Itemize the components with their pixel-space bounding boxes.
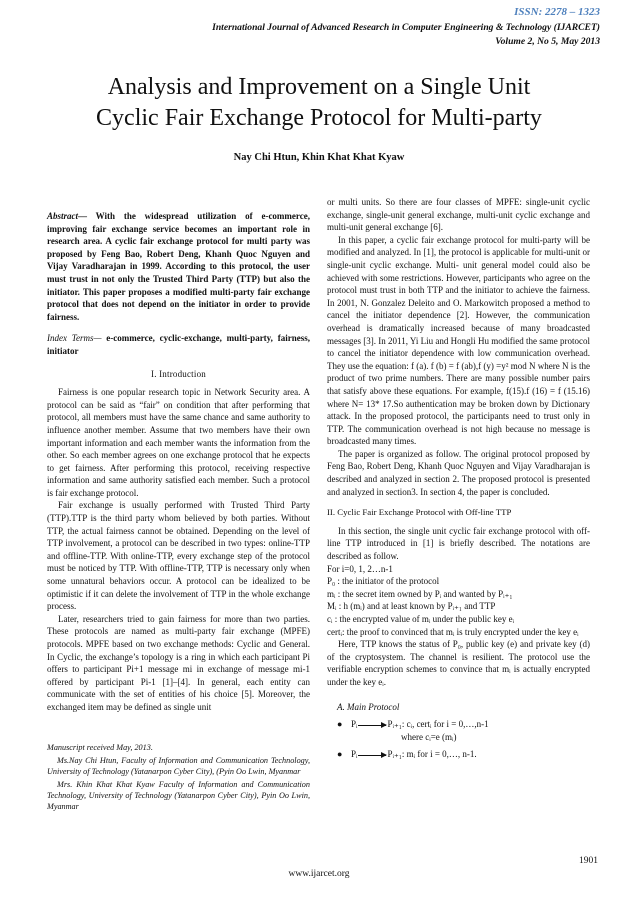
paper-title — [0, 72, 638, 134]
right-paragraph-1: or multi units. So there are four classes of MPFE: single-unit cyclic exchange, single-unit general exchange, multi-unit cyclic exchange and multi-unit general exchange [6]. — [327, 197, 590, 233]
right-paragraph-2: In this paper, a cyclic fair exchange protocol for multi-party will be modified and analyzed. In [1], the protocol is applicable for multi-unit or single-unit cyclic exchange. Multi- unit general model could also be achieved with some restrictions. However, participants who agree on the protocol must trust in both TTP and the initiator to achieve the fairness. In 2001, N. Gonzalez Deleito and O. Markowitch proposed a method to cancel the initiator dependence [2]. However, the communication overhead is dramatically increased because of many broadcasted messages [3]. In 2011, Yi Liu and Hongli Hu modified the same protocol to cancel the initiator dependence with low communication overhead. They use the equation: f (a). f (b) = f (ab),f (y) =y² mod N where N is the product of two prime numbers. There are many possible number pairs that satisfy above these equations. For example, f(15).f (16) = f (15.16) where N= 13* 17.So authentication may be broken down by Dictionary attack. In the proposed protocol, the participants need to trust only in TTP. The communication overhead is not high because no message is broadcasted many times. — [327, 234, 590, 447]
bullet-icon: ● — [337, 719, 343, 730]
page-number: 1901 — [579, 856, 598, 866]
author-note-1: Ms.Nay Chi Htun, Faculty of Information and Communication Technology, University of Technology (Yatanarpon Cyber City), (Pyin Oo Lwin, Myanmar — [47, 756, 310, 776]
step-message: Pᵢ₊₁: mᵢ for i = 0,…, n-1. — [387, 749, 477, 760]
index-terms — [47, 332, 310, 357]
notation-line: mᵢ : the secret item owned by Pᵢ and wanted by Pᵢ₊₁ — [327, 588, 513, 599]
section-heading-intro: I. Introduction — [151, 368, 206, 379]
left-column — [47, 210, 310, 714]
right-paragraph-3: The paper is organized as follow. The original protocol proposed by Feng Bao, Robert Deng, Khanh Quoc Nguyen and Vijay Varadharajan is described and analyzed in section 2. The proposed protocol is presented and analyzed in section3. In section 4, the paper is concluded. — [327, 448, 590, 497]
intro-paragraph-3: Later, researchers tried to gain fairness for more than two parties. These protocols are named as multi-party fair exchange (MPFE) protocols. MPFE based on two exchange methods: Cyclic and General. In Cyclic, the exchange’s topology is a ring in which each participant Pi offers to participant Pi+1 message mi in exchange of message mi-1 offered by participant Pi-1 [1]–[4]. In general, each entity can communicate with the set of entities of his choice [5]. Moreover, the exchanged item may be defined as single unit — [47, 613, 310, 712]
volume-info: Volume 2, No 5, May 2013 — [495, 36, 600, 47]
author-note-2: Mrs. Khin Khat Khat Kyaw Faculty of Information and Communication Technology, University of Technology (Yatanarpon Cyber City), Pyin Oo Lwin, Myanmar — [47, 780, 310, 811]
abstract-text: With the widespread utilization of e-commerce, improving fair exchange service becomes an important role in research area. A cyclic fair exchange protocol for multi party was proposed by Feng Bao, Robert Deng, Khanh Quoc Nguyen and Vijay Varadharajan in 1999. According to this protocol, the user must trust in not only the Trusted Third Party (TTP) but also the initiator. This paper proposes a modified multi-party fair exchange protocol that does not depend on the initiator in order to provide fairness. — [47, 211, 310, 322]
index-terms-text: e-commerce, cyclic-exchange, multi-party, fairness, initiator — [47, 333, 310, 356]
title-line-1: Analysis and Improvement on a Single Unit — [107, 74, 531, 100]
authors: Nay Chi Htun, Khin Khat Khat Kyaw — [233, 152, 405, 163]
footer-url[interactable]: www.ijarcet.org — [288, 869, 350, 879]
step-sender: Pᵢ — [351, 749, 358, 760]
section-heading-2: II. Cyclic Fair Exchange Protocol with Off-line TTP — [327, 507, 512, 518]
intro-paragraph-2: Fair exchange is usually performed with Trusted Third Party (TTP).TTP is the third party whom believed by both parties. Without TTP, the actual fairness cannot be obtained. Depending on the level of TTP involvement, a protocol can be described in two types: online-TTP and offline-TTP. With online-TTP, every exchange step of the protocol must be noticed by TTP. With offline-TTP, TTP is necessary only when some unnatural behaviors occur. A protocol can be idealized to be optimistic if it can delete the involvement of TTP in the whole exchange process. — [47, 500, 310, 612]
intro-paragraph-1: Fairness is one popular research topic in Network Security area. A protocol can be said as “fair” on condition that after performing that protocol, all members must have the same chance and same authority to influence another member. Assume that two members have their own important information and each member wants the information from the other. So each member agrees on one exchange protocol that he expects to get fairness. After performing this protocol, receiving respective information and same authority satisfied each member. Such a protocol is fair exchange protocol. — [47, 387, 310, 498]
manuscript-note: Manuscript received May, 2013. — [47, 743, 153, 752]
index-terms-label: Index Terms— — [47, 333, 102, 344]
notation-line: P₀ : the initiator of the protocol — [327, 576, 440, 587]
abstract — [47, 210, 310, 323]
arrow-right-icon — [358, 725, 386, 726]
step-message: Pᵢ₊₁: cᵢ, certᵢ for i = 0,…,n-1 — [387, 719, 489, 730]
abstract-dash: — — [78, 211, 88, 221]
section-2-paragraph: In this section, the single unit cyclic fair exchange protocol with off-line TTP introduced in [1] is briefly described. The notations are described as follow. — [327, 525, 590, 562]
abstract-label: Abstract — [47, 211, 79, 221]
notation-line: Mᵢ : h (mᵢ) and at least known by Pᵢ₊₁ and TTP — [327, 601, 496, 612]
title-line-2: Cyclic Fair Exchange Protocol for Multi-party — [96, 105, 542, 131]
notation-line: cᵢ : the encrypted value of mᵢ under the public key eᵢ — [327, 614, 515, 624]
protocol-step-2 — [327, 748, 590, 761]
footnotes — [47, 742, 310, 814]
protocol-step-1 — [327, 718, 590, 743]
notation-line: certᵢ: the proof to convinced that mᵢ is truly encrypted under the key eᵢ — [327, 626, 579, 637]
notation-line: For i=0, 1, 2…n-1 — [327, 563, 393, 574]
issn-header: ISSN: 2278 – 1323 — [514, 6, 600, 18]
step-sender: Pᵢ — [351, 719, 358, 730]
here-paragraph: Here, TTP knows the status of P₀, public key (e) and private key (d) of the cryptosystem. The channel is resilient. The protocol use the verifiable encryption schemes to convince that mᵢ is actually encrypted under the key eᵢ. — [327, 639, 590, 687]
bullet-icon: ● — [337, 749, 343, 760]
arrow-right-icon — [358, 755, 386, 756]
step-note: where cᵢ=e (mᵢ) — [401, 731, 457, 742]
subsection-heading-main-protocol: A. Main Protocol — [337, 701, 400, 712]
journal-name: International Journal of Advanced Research in Computer Engineering & Technology (IJARCET) — [212, 22, 600, 33]
right-column — [327, 196, 590, 766]
